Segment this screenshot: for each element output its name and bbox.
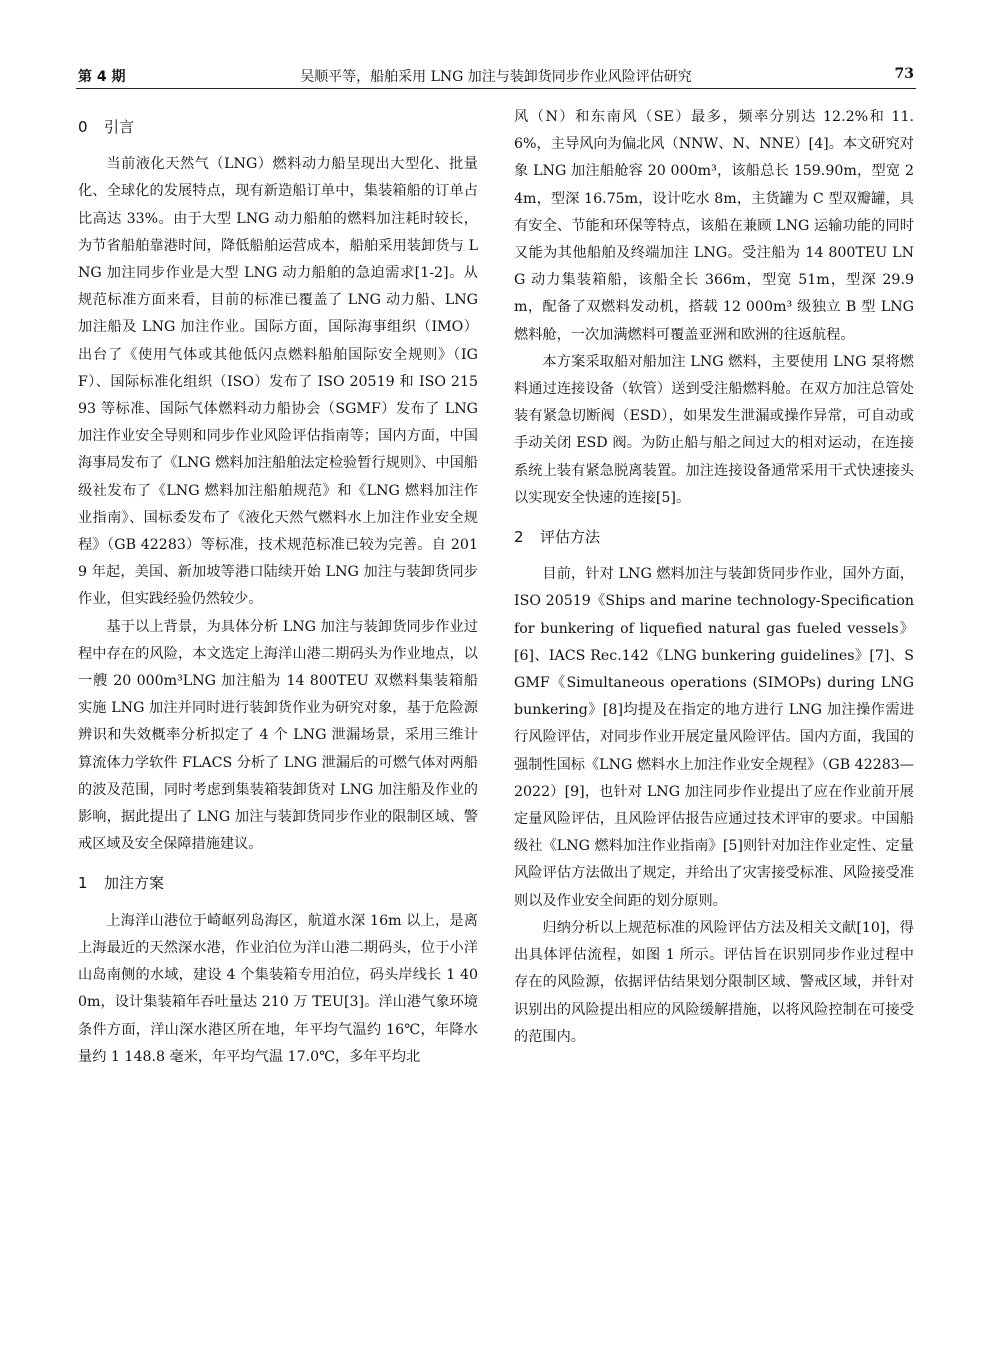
section-title: 加注方案 (104, 874, 165, 893)
section-number: 2 (514, 528, 524, 547)
right-column (514, 104, 914, 1051)
journal-issue: 第 4 期 (78, 69, 126, 85)
section-title: 评估方法 (540, 528, 601, 547)
paragraph: 上海洋山港位于崎岖列岛海区，航道水深 16m 以上，是离上海最近的天然深水港，作业泊位为洋山港二期码头，位于小洋山岛南侧的水域，建设 4 个集装箱专用泊位，码头岸线长 1 400m，设计集装箱年吞吐量达 210 万 TEU[3]。洋山港气象环境条件方面，洋山深水港区所在地，年平均气温约 16℃，年降水量约 1 148.8 毫米，年平均气温 17.0℃，多年平均北 (78, 912, 478, 1065)
section-title: 引言 (104, 118, 135, 136)
paragraph: 归纳分析以上规范标准的风险评估方法及相关文献[10]，得出具体评估流程，如图 1 所示。评估旨在识别同步作业过程中存在的风险源，依据评估结果划分限制区域、警戒区域，并针对识别出的风险提出相应的风险缓解措施，以将风险控制在可接受的范围内。 (514, 919, 914, 1045)
running-title: 吴顺平等，船舶采用 LNG 加注与装卸货同步作业风险评估研究 (300, 69, 692, 85)
paragraph: 风（N）和东南风（SE）最多，频率分别达 12.2%和 11.6%，主导风向为偏北风（NNW、N、NNE）[4]。本文研究对象 LNG 加注船舱容 20 000m³，该船总长 159.90m，型宽 24m，型深 16.75m，设计吃水 8m，主货罐为 C 型双瓣罐，具有安全、节能和环保等特点，该船在兼顾 LNG 运输功能的同时又能为其他船舶及终端加注 LNG。受注船为 14 800TEU LNG 动力集装箱船，该船全长 366m，型宽 51m，型深 29.9m，配备了双燃料发动机，搭载 12 000m³ 级独立 B 型 LNG 燃料舱，一次加满燃料可覆盖亚洲和欧洲的往返航程。 (514, 109, 914, 343)
paragraph: 目前，针对 LNG 燃料加注与装卸货同步作业，国外方面，ISO 20519《Ships and marine technology-Specification for bunkering of liquefied natural gas fueled vessels》[6]、IACS Rec.142《LNG bunkering guidelines》[7]、SGMF《Simultaneous operations (SIMOPs) during LNG bunkering》[8]均提及在指定的地方进行 LNG 加注操作需进行风险评估，对同步作业开展定量风险评估。国内方面，我国的强制性国标《LNG 燃料水上加注作业安全规程》（GB 42283—2022）[9]，也针对 LNG 加注同步作业提出了应在作业前开展定量风险评估，且风险评估报告应通过技术评审的要求。中国船级社《LNG 燃料加注作业指南》[5]则针对加注作业定性、定量风险评估方法做出了规定，并给出了灾害接受标准、风险接受准则以及作业安全间距的划分原则。 (514, 566, 914, 909)
section-number: 1 (78, 874, 88, 893)
paragraph: 当前液化天然气（LNG）燃料动力船呈现出大型化、批量化、全球化的发展特点，现有新造船订单中，集装箱船的订单占比高达 33%。由于大型 LNG 动力船舶的燃料加注耗时较长，为节省船舶靠港时间，降低船舶运营成本，船舶采用装卸货与 LNG 加注同步作业是大型 LNG 动力船舶的急迫需求[1-2]。从规范标准方面来看，目前的标准已覆盖了 LNG 动力船、LNG 加注船及 LNG 加注作业。国际方面，国际海事组织（IMO）出台了《使用气体或其他低闪点燃料船舶国际安全规则》（IGF）、国际标准化组织（ISO）发布了 ISO 20519 和 ISO 21593 等标准、国际气体燃料动力船协会（SGMF）发布了 LNG 加注作业安全导则和同步作业风险评估指南等；国内方面，中国海事局发布了《LNG 燃料加注船舶法定检验暂行规则》、中国船级社发布了《LNG 燃料加注船舶规范》和《LNG 燃料加注作业指南》、国标委发布了《液化天然气燃料水上加注作业安全规程》（GB 42283）等标准，技术规范标准已较为完善。自 2019 年起，美国、新加坡等港口陆续开始 LNG 加注与装卸货同步作业，但实践经验仍然较少。 (78, 156, 478, 608)
section-heading-assessment-method (514, 524, 914, 551)
page-number: 73 (894, 66, 914, 82)
section-number: 0 (78, 118, 88, 136)
section-heading-bunkering-scheme (78, 870, 478, 897)
paragraph: 本方案采取船对船加注 LNG 燃料，主要使用 LNG 泵将燃料通过连接设备（软管）送到受注船燃料舱。在双方加注总管处装有紧急切断阀（ESD），如果发生泄漏或操作异常，可自动或手动关闭 ESD 阀。为防止船与船之间过大的相对运动，在连接系统上装有紧急脱离装置。加注连接设备通常采用干式快速接头以实现安全快速的连接[5]。 (514, 353, 914, 506)
left-column (78, 104, 478, 1071)
section-heading-introduction (78, 114, 478, 141)
header-rule (76, 88, 916, 89)
paragraph: 基于以上背景，为具体分析 LNG 加注与装卸货同步作业过程中存在的风险，本文选定上海洋山港二期码头为作业地点，以一艘 20 000m³LNG 加注船为 14 800TEU 双燃料集装箱船实施 LNG 加注并同时进行装卸货作业为研究对象，基于危险源辨识和失效概率分析拟定了 4 个 LNG 泄漏场景，采用三维计算流体力学软件 FLACS 分析了 LNG 泄漏后的可燃气体对两船的波及范围，同时考虑到集装箱装卸货对 LNG 加注船及作业的影响，据此提出了 LNG 加注与装卸货同步作业的限制区域、警戒区域及安全保障措施建议。 (78, 618, 478, 853)
